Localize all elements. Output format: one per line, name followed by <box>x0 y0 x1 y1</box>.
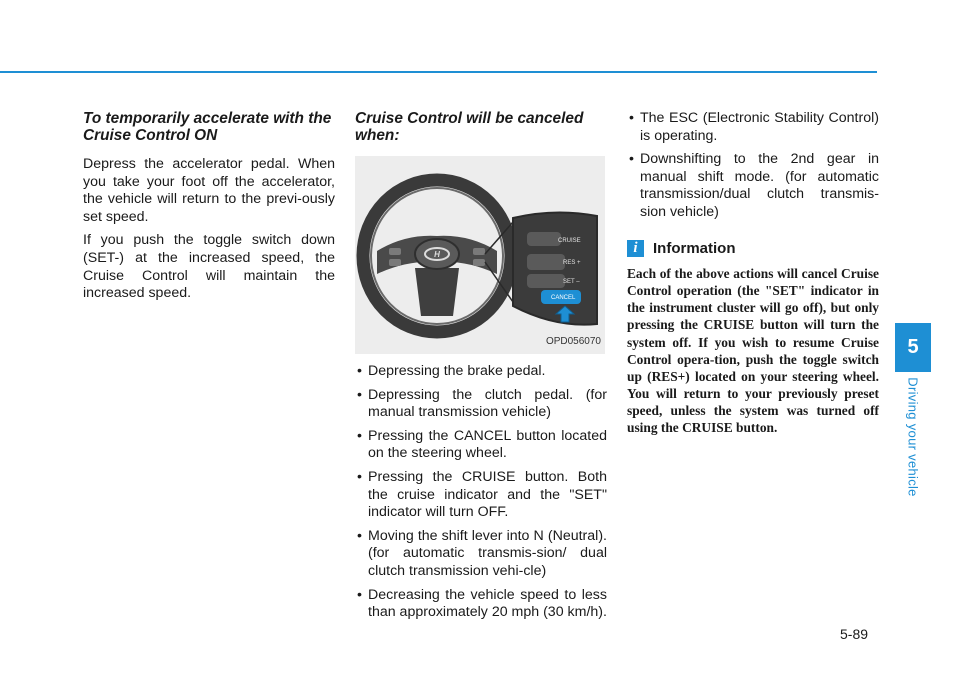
list-item: • Depressing the brake pedal. <box>355 363 607 381</box>
information-header <box>627 240 879 258</box>
figure-label-cruise: CRUISE <box>558 238 581 244</box>
header-rule <box>0 71 877 73</box>
list-item: • Pressing the CRUISE button. Both the cruise indicator and the "SET" indicator will turn OFF. <box>355 469 607 522</box>
svg-text:H: H <box>434 250 440 259</box>
steering-wheel-figure <box>355 156 605 354</box>
list-item: • Decreasing the vehicle speed to less than approximately 20 mph (30 km/h). <box>355 587 607 622</box>
list-item: • Downshifting to the 2nd gear in manual shift mode. (for automatic transmission/dual clutch transmis-sion vehicle) <box>627 151 879 221</box>
list-item: • Moving the shift lever into N (Neutral).(for automatic transmis-sion/ dual clutch transmission vehi-cle) <box>355 528 607 581</box>
paragraph-toggle-switch: If you push the toggle switch down (SET-) at the increased speed, the Cruise Control will maintain the increased speed. <box>83 232 335 302</box>
figure-label-res: RES + <box>563 260 581 266</box>
section-heading-accelerate: To temporarily accelerate with the Cruise Control ON <box>83 110 332 144</box>
section-heading-canceled: Cruise Control will be canceled when: <box>355 110 584 144</box>
page-number: 5-89 <box>840 626 869 642</box>
chapter-label: Driving your vehicle <box>905 377 921 497</box>
information-title: Information <box>653 239 736 257</box>
cancel-conditions-list <box>355 363 607 622</box>
figure-label-cancel: CANCEL <box>551 295 576 301</box>
list-item: • The ESC (Electronic Stability Control) is operating. <box>627 110 879 145</box>
column-right <box>627 110 879 436</box>
column-middle <box>355 110 607 628</box>
figure-label-set: SET – <box>563 279 580 285</box>
information-text: Each of the above actions will cancel Cruise Control operation (the "SET" indicator in the instrument cluster will go off), but only pressing the CRUISE button will turn the system off. If you wish to resume Cruise Control opera-tion, push the toggle switch up (RES+) located on your steering wheel. You will return to your previously preset speed, unless the system was turned off using the CRUISE button. <box>627 266 879 435</box>
list-item: • Depressing the clutch pedal. (for manual transmission vehicle) <box>355 387 607 422</box>
steering-wheel-illustration <box>355 156 605 354</box>
chapter-tab: 5 <box>895 323 931 372</box>
cancel-conditions-list-continued <box>627 110 879 222</box>
information-icon: i <box>627 240 644 257</box>
figure-code: OPD056070 <box>545 336 601 348</box>
list-item: • Pressing the CANCEL button located on the steering wheel. <box>355 428 607 463</box>
paragraph-accelerator: Depress the accelerator pedal. When you take your foot off the accelerator, the vehicle will return to the previ-ously set speed. <box>83 156 335 225</box>
column-left <box>83 110 335 309</box>
